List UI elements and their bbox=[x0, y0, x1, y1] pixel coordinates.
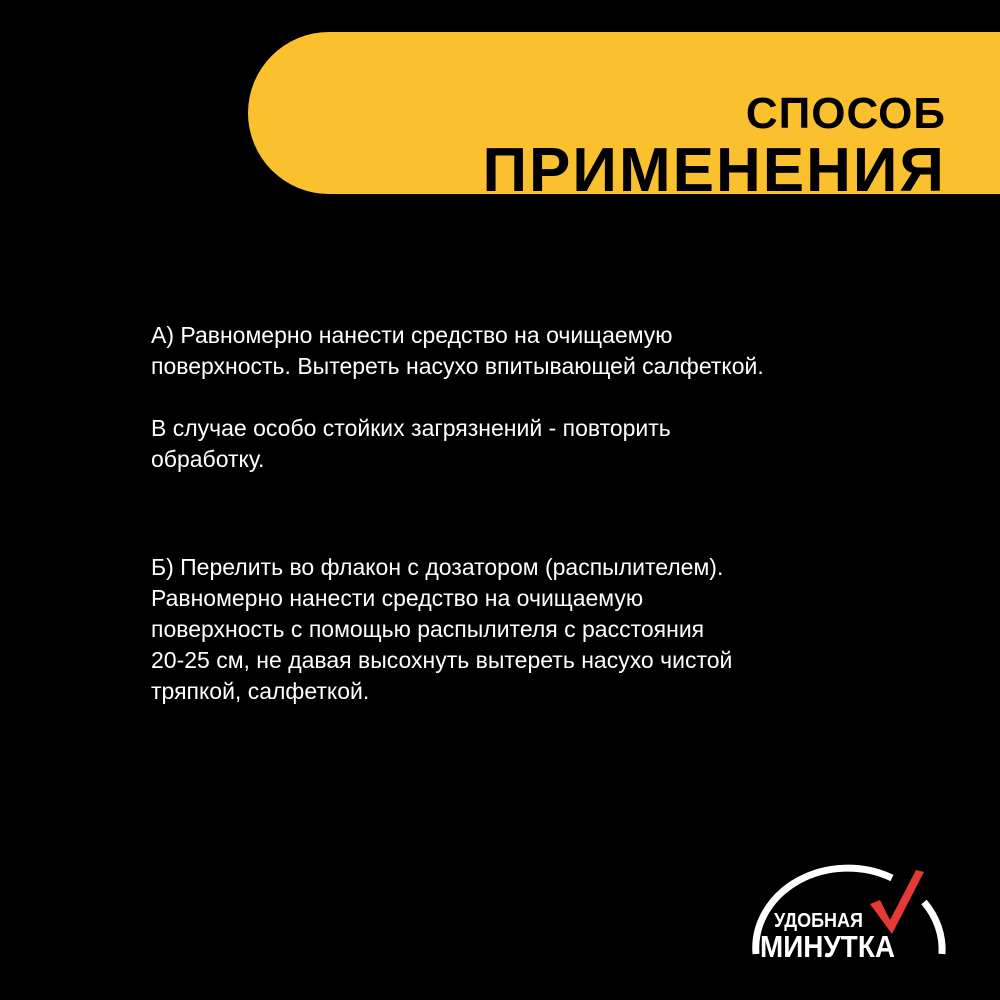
section-b-line: поверхность с помощью распылителя с расстояния bbox=[151, 616, 705, 642]
brand-logo bbox=[752, 862, 952, 972]
section-b-line: тряпкой, салфеткой. bbox=[151, 678, 370, 704]
section-a-line: поверхность. Вытереть насухо впитывающей салфеткой. bbox=[151, 353, 764, 379]
section-b-line: 20-25 см, не давая высохнуть вытереть насухо чистой bbox=[151, 647, 733, 673]
instructions bbox=[151, 320, 871, 704]
title-line-1: СПОСОБ bbox=[745, 89, 946, 138]
title-banner bbox=[248, 32, 1000, 205]
section-a bbox=[151, 320, 871, 382]
section-b bbox=[151, 552, 732, 707]
title-line-2: ПРИМЕНЕНИЯ bbox=[482, 136, 946, 205]
section-b-line: Б) Перелить во флакон с дозатором (распылителем). bbox=[151, 554, 724, 580]
section-b-line: Равномерно нанести средство на очищаемую bbox=[151, 585, 644, 611]
logo-text-line-2: МИНУТКА bbox=[760, 929, 896, 964]
section-a-line: А) Равномерно нанести средство на очищаемую bbox=[151, 322, 673, 348]
logo-text-line-1: УДОБНАЯ bbox=[774, 910, 863, 932]
section-a-note-line: обработку. bbox=[151, 446, 265, 472]
section-a-note-line: В случае особо стойких загрязнений - повторить bbox=[151, 415, 671, 441]
section-a-note bbox=[151, 413, 871, 475]
